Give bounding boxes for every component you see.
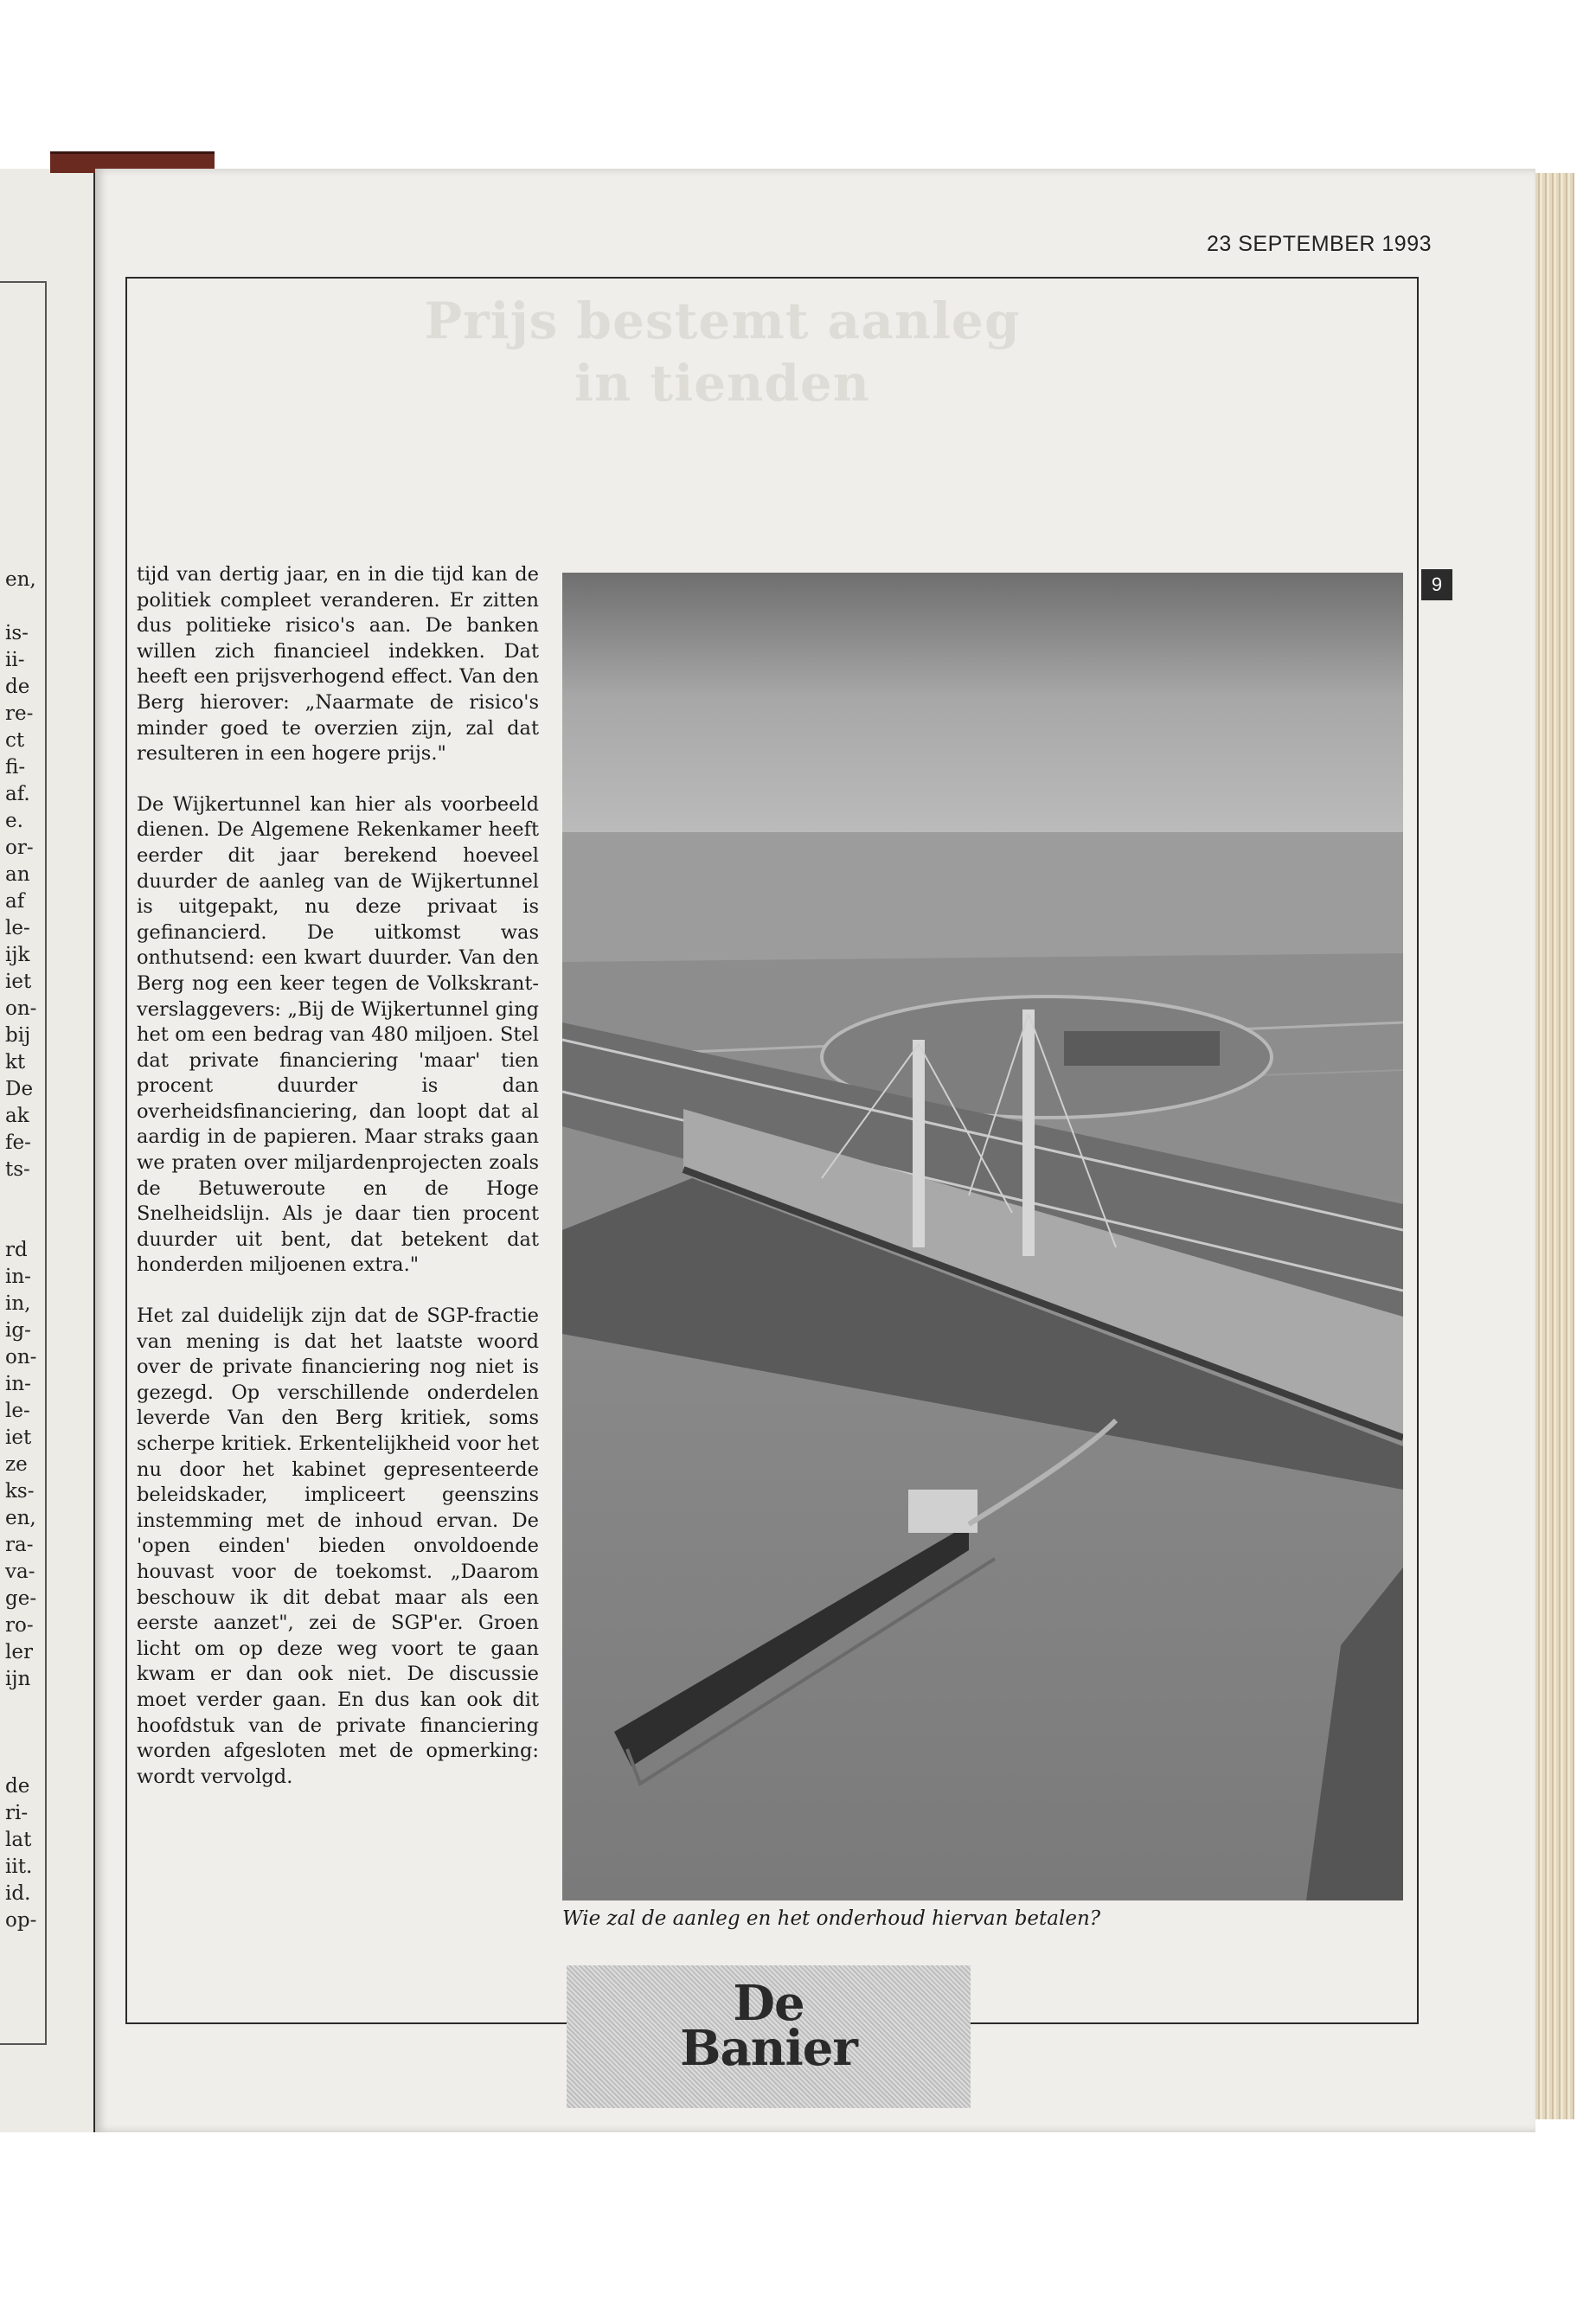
- facing-page-fragment: ii-: [5, 649, 25, 671]
- facing-page-fragment: le-: [5, 917, 30, 939]
- facing-page-fragment: bij: [5, 1024, 31, 1047]
- facing-page-fragment: ge-: [5, 1587, 37, 1610]
- facing-page-fragment: le-: [5, 1400, 30, 1422]
- facing-page-fragment: af: [5, 890, 25, 913]
- facing-page-fragment: ts-: [5, 1158, 30, 1181]
- facing-page-fragment: ra-: [5, 1534, 34, 1556]
- photo-barge-cabin: [908, 1490, 977, 1533]
- logo-text: [567, 1975, 971, 2077]
- facing-page-fragment: an: [5, 863, 30, 886]
- article-paragraph-2: De Wijkertunnel kan hier als voorbeeld dienen. De Algemene Rekenkamer heeft eerder dit jaar berekend hoeveel duurder de aanleg van de Wijkertunnel is uitgepakt, nu deze privaat is gefinancierd. De uitkomst was onthutsend: een kwart duurder. Van den Berg nog een keer tegen de Volkskrant-verslaggevers: „Bij de Wijkertunnel ging het om een bedrag van 480 miljoen. Stel dat private financiering 'maar' tien procent duurder is dan overheidsfinanciering, dan loopt dat al aardig in de papieren. Maar straks gaan we praten over miljardenprojecten zoals de Betuweroute en de Hoge Snelheidslijn. Als je daar tien procent duurder uit bent, dat betekent dat honderden miljoenen extra.": [137, 792, 539, 1277]
- facing-page-fragment: ler: [5, 1641, 33, 1663]
- photo-pylon-1: [913, 1040, 925, 1247]
- facing-page-fragment: e.: [5, 810, 23, 832]
- facing-page-fragment: on-: [5, 997, 37, 1020]
- logo-line-1: De: [733, 1975, 804, 2032]
- facing-page-fragment: ro-: [5, 1614, 34, 1637]
- facing-page-fragment: iet: [5, 1426, 32, 1449]
- facing-page-fragment: af.: [5, 783, 30, 805]
- facing-page-fragment: ijn: [5, 1668, 31, 1690]
- facing-page-fragment: ct: [5, 729, 25, 752]
- facing-page-fragment: ze: [5, 1453, 28, 1476]
- facing-page-fragment: ks-: [5, 1480, 35, 1503]
- facing-page-fragment: re-: [5, 702, 34, 725]
- show-through-title-line-1: Prijs bestemt aanleg: [424, 292, 1021, 350]
- facing-page-fragment: en,: [5, 1507, 36, 1529]
- photo-pylon-2: [1022, 1009, 1035, 1256]
- facing-page-fragment: op-: [5, 1909, 37, 1932]
- facing-page-fragment: ijk: [5, 944, 30, 966]
- page-number: 9: [1421, 569, 1452, 600]
- show-through-title: [307, 290, 1138, 414]
- article-paragraph-1: tijd van dertig jaar, en in die tijd kan de politiek compleet veranderen. Er zitten dus politieke risico's aan. De banken willen zich financieel indekken. Dat heeft een prijsverhogend effect. Van den Berg hierover: „Naarmate de risico's minder goed te overzien zijn, zal dat resulteren in een hogere prijs.": [137, 563, 539, 766]
- photo-caption: Wie zal de aanleg en het onderhoud hiervan betalen?: [562, 1907, 1101, 1930]
- facing-page-fragment: rd: [5, 1239, 28, 1261]
- logo-line-2: Banier: [680, 2020, 857, 2077]
- facing-page-fragment: de: [5, 1775, 30, 1798]
- facing-page-fragment: or-: [5, 836, 34, 859]
- facing-page: [0, 169, 96, 2132]
- facing-page-fragment: is-: [5, 622, 29, 644]
- facing-page-fragment: iet: [5, 971, 32, 993]
- bridge-river-photo: [562, 573, 1403, 1900]
- facing-page-fragment: fe-: [5, 1131, 31, 1154]
- page-edges: [1535, 173, 1574, 2119]
- facing-page-fragment: in-: [5, 1266, 31, 1288]
- facing-page-fragment: fi-: [5, 756, 26, 779]
- facing-page-fragment: ri-: [5, 1802, 29, 1824]
- photo-sky: [562, 573, 1403, 849]
- photo-horizon-fields: [562, 832, 1403, 971]
- article-paragraph-3: Het zal duidelijk zijn dat de SGP-fractie van mening is dat het laatste woord over de private financiering nog niet is gezegd. Op verschillende onderdelen leverde Van den Berg kritiek, soms scherpe kritiek. Erkentelijkheid voor het nu door het kabinet gepresenteerde beleidskader, impliceert geenszins instemming met de inhoud ervan. De 'open einden' bieden onvoldoende houvast voor de toekomst. „Daarom beschouw ik dit debat maar als een eerste aanzet", zei de SGP'er. Groen licht om op deze weg voort te gaan kwam er dan ook niet. De discussie moet verder gaan. En dus kan ook dit hoofdstuk van de private financiering worden afgesloten met de opmerking: wordt vervolgd.: [137, 1304, 539, 1788]
- show-through-title-line-2: in tienden: [574, 354, 870, 413]
- de-banier-logo: [567, 1965, 971, 2108]
- facing-page-fragment: de: [5, 676, 30, 698]
- issue-date: 23 SEPTEMBER 1993: [1207, 232, 1433, 256]
- facing-page-fragment: in,: [5, 1292, 31, 1315]
- facing-page-fragment: en,: [5, 568, 36, 591]
- facing-page-fragment: id.: [5, 1882, 31, 1905]
- facing-page-fragment: De: [5, 1078, 34, 1100]
- facing-page-fragment: in-: [5, 1373, 31, 1395]
- facing-page-fragment: va-: [5, 1561, 35, 1583]
- facing-page-fragment: on-: [5, 1346, 37, 1368]
- facing-page-fragment: ig-: [5, 1319, 31, 1342]
- facing-page-fragment: iit.: [5, 1856, 33, 1878]
- facing-page-fragment: kt: [5, 1051, 26, 1074]
- article-column: [137, 562, 539, 1815]
- facing-page-fragment: ak: [5, 1105, 29, 1127]
- facing-page-fragment: lat: [5, 1829, 32, 1851]
